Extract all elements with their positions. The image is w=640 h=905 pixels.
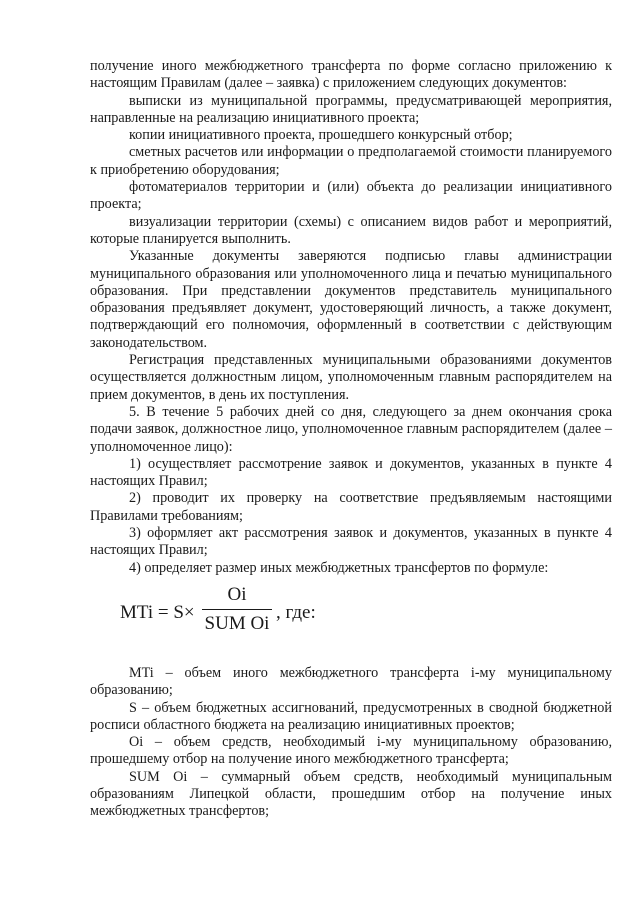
paragraph: S – объем бюджетных ассигнований, предусмотренных в сводной бюджетной росписи областного бюджета на реализацию инициативных проектов; bbox=[90, 699, 612, 733]
formula-denominator: SUM Oi bbox=[204, 612, 270, 634]
paragraph: Регистрация представленных муниципальными образованиями документов осуществляется должностным лицом, уполномоченным главным распорядителем на прием документов, в день их поступления. bbox=[90, 352, 612, 403]
paragraph: Oi – объем средств, необходимый i-му муниципальному образованию, прошедшему отбор на получение иного межбюджетного трансферта; bbox=[90, 734, 612, 768]
formula-lhs: MTi = S× bbox=[120, 601, 195, 623]
paragraph: фотоматериалов территории и (или) объекта до реализации инициативного проекта; bbox=[90, 179, 612, 213]
paragraphs-before-formula bbox=[90, 58, 612, 577]
paragraph: сметных расчетов или информации о предполагаемой стоимости планируемого к приобретению оборудования; bbox=[90, 144, 612, 178]
paragraphs-after-formula bbox=[90, 665, 612, 821]
paragraph: копии инициативного проекта, прошедшего конкурсный отбор; bbox=[129, 127, 513, 144]
paragraph: 1) осуществляет рассмотрение заявок и документов, указанных в пункте 4 настоящих Правил; bbox=[90, 455, 612, 490]
paragraph: визуализации территории (схемы) с описанием видов работ и мероприятий, которые планируется выполнить. bbox=[90, 213, 612, 247]
paragraph: получение иного межбюджетного трансферта по форме согласно приложению к настоящим Правилам (далее – заявка) с приложением следующих документов: bbox=[90, 58, 612, 92]
paragraph: Указанные документы заверяются подписью главы администрации муниципального образования или уполномоченного лица и печатью муниципального образования. При представлении документов представитель муниципального образования предъявляет документ, удостоверяющий личность, а также документ, подтверждающий его полномочия, оформленный в соответствии с действующим законодательством. bbox=[90, 248, 612, 351]
formula-tail: , где: bbox=[276, 601, 316, 623]
paragraph: 2) проводит их проверку на соответствие предъявляемым настоящими Правилами требованиям; bbox=[90, 490, 612, 524]
paragraph: SUM Oi – суммарный объем средств, необходимый муниципальным образованиям Липецкой области, прошедшим отбор на получение иных межбюджетных трансфертов; bbox=[90, 768, 612, 820]
paragraph: 3) оформляет акт рассмотрения заявок и документов, указанных в пункте 4 настоящих Правил; bbox=[90, 525, 612, 559]
spacer bbox=[90, 657, 612, 665]
document-page bbox=[90, 58, 612, 821]
paragraph: 4) определяет размер иных межбюджетных трансфертов по формуле: bbox=[129, 559, 549, 576]
paragraph: 5. В течение 5 рабочих дней со дня, следующего за днем окончания срока подачи заявок, должностное лицо, уполномоченное главным распорядителем (далее – уполномоченное лицо): bbox=[90, 403, 612, 455]
paragraph: MTi – объем иного межбюджетного трансферта i-му муниципальному образованию; bbox=[90, 664, 612, 699]
paragraph: выписки из муниципальной программы, предусматривающей мероприятия, направленные на реализацию инициативного проекта; bbox=[90, 92, 612, 126]
formula-numerator: Oi bbox=[227, 583, 247, 605]
formula bbox=[90, 577, 612, 657]
formula-fraction bbox=[202, 583, 272, 636]
fraction-bar bbox=[202, 609, 272, 610]
